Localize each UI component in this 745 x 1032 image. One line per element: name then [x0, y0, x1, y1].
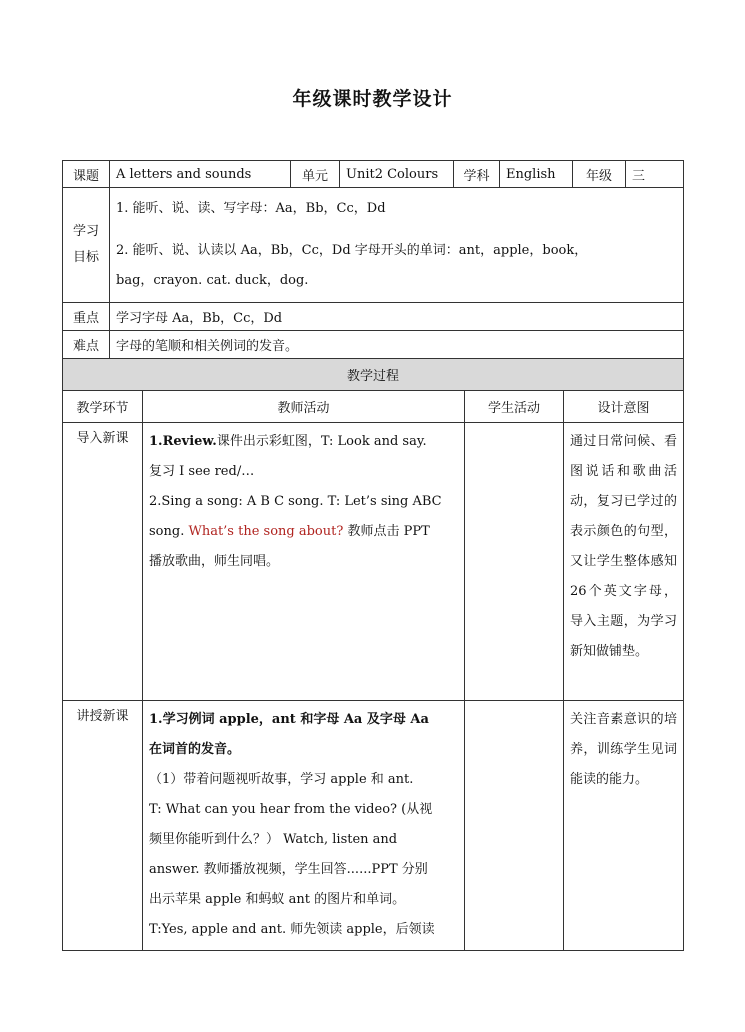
design-intent-text: 关注音素意识的培养，训练学生见词能读的能力。 — [570, 712, 678, 787]
teacher-bold-line: 1.学习例词 apple，ant 和字母 Aa 及字母 Aa — [149, 712, 429, 727]
review-bold: 1.Review. — [149, 434, 217, 449]
goals-content — [110, 188, 684, 303]
teacher-bold-line: 在词首的发音。 — [149, 742, 241, 757]
goal-2-line1: 2. 能听、说、认读以 Aa，Bb，Cc，Dd 字母开头的单词：ant，apple，book， — [116, 243, 588, 258]
header-teacher-activity: 教师活动 — [143, 391, 465, 423]
highlighted-question: What’s the song about? — [188, 524, 344, 539]
process-section-title: 教学过程 — [63, 359, 684, 391]
teacher-line: 复习 I see red/… — [149, 464, 255, 479]
teacher-line: 出示苹果 apple 和蚂蚁 ant 的图片和单词。 — [149, 892, 406, 907]
subject-value: English — [500, 161, 573, 188]
unit-label: 单元 — [291, 161, 340, 188]
key-point-label: 重点 — [63, 303, 110, 331]
student-activity-cell — [465, 701, 564, 951]
teacher-line — [149, 427, 458, 457]
teacher-line — [149, 735, 458, 765]
page-title: 年级课时教学设计 — [292, 88, 453, 110]
header-stage: 教学环节 — [63, 391, 143, 423]
teacher-text: song. — [149, 524, 189, 539]
goals-label — [63, 188, 110, 303]
teacher-line: 播放歌曲，师生同唱。 — [149, 554, 280, 569]
lesson-info-table — [62, 160, 684, 359]
grade-label: 年级 — [573, 161, 626, 188]
topic-value: A letters and sounds — [110, 161, 291, 188]
teacher-activity-cell — [143, 701, 465, 951]
key-point-value: 学习字母 Aa，Bb，Cc，Dd — [110, 303, 684, 331]
teacher-text: 课件出示彩虹图，T: Look and say. — [216, 434, 427, 449]
teacher-line: （1）带着问题视听故事，学习 apple 和 ant. — [149, 772, 414, 787]
header-student-activity: 学生活动 — [465, 391, 564, 423]
teacher-line: T: What can you hear from the video? (从视 — [149, 802, 433, 817]
unit-value: Unit2 Colours — [340, 161, 454, 188]
goals-label-line2: 目标 — [72, 250, 99, 265]
teacher-line — [149, 705, 458, 735]
difficulty-label: 难点 — [63, 331, 110, 359]
table-row — [63, 423, 684, 701]
teacher-line: 频里你能听到什么？） Watch, listen and — [149, 832, 398, 847]
grade-value: 三 — [626, 161, 684, 188]
stage-cell: 导入新课 — [63, 423, 143, 701]
topic-label: 课题 — [63, 161, 110, 188]
goal-1: 1. 能听、说、读、写字母：Aa，Bb，Cc，Dd — [116, 201, 386, 216]
teacher-text: 教师点击 PPT — [343, 524, 430, 539]
difficulty-value: 字母的笔顺和相关例词的发音。 — [110, 331, 684, 359]
teacher-line — [149, 517, 458, 547]
stage-cell: 讲授新课 — [63, 701, 143, 951]
teacher-line: answer. 教师播放视频，学生回答......PPT 分别 — [149, 862, 428, 877]
design-intent-text: 通过日常问候、看图说话和歌曲活动，复习已学过的表示颜色的句型，又让学生整体感知26个英文字母，导入主题，为学习新知做铺垫。 — [570, 434, 678, 659]
design-intent-cell — [564, 423, 684, 701]
teacher-line: T:Yes, apple and ant. 师先领读 apple，后领读 — [149, 922, 435, 937]
goal-2-line2: bag，crayon. cat. duck，dog. — [116, 273, 309, 288]
header-design-intent: 设计意图 — [564, 391, 684, 423]
table-row — [63, 701, 684, 951]
design-intent-cell — [564, 701, 684, 951]
teaching-process-table — [62, 358, 684, 951]
teacher-activity-cell — [143, 423, 465, 701]
subject-label: 学科 — [454, 161, 500, 188]
goals-label-line1: 学习 — [72, 224, 99, 239]
teacher-line: 2.Sing a song: A B C song. T: Let’s sing ABC — [149, 494, 442, 509]
student-activity-cell — [465, 423, 564, 701]
